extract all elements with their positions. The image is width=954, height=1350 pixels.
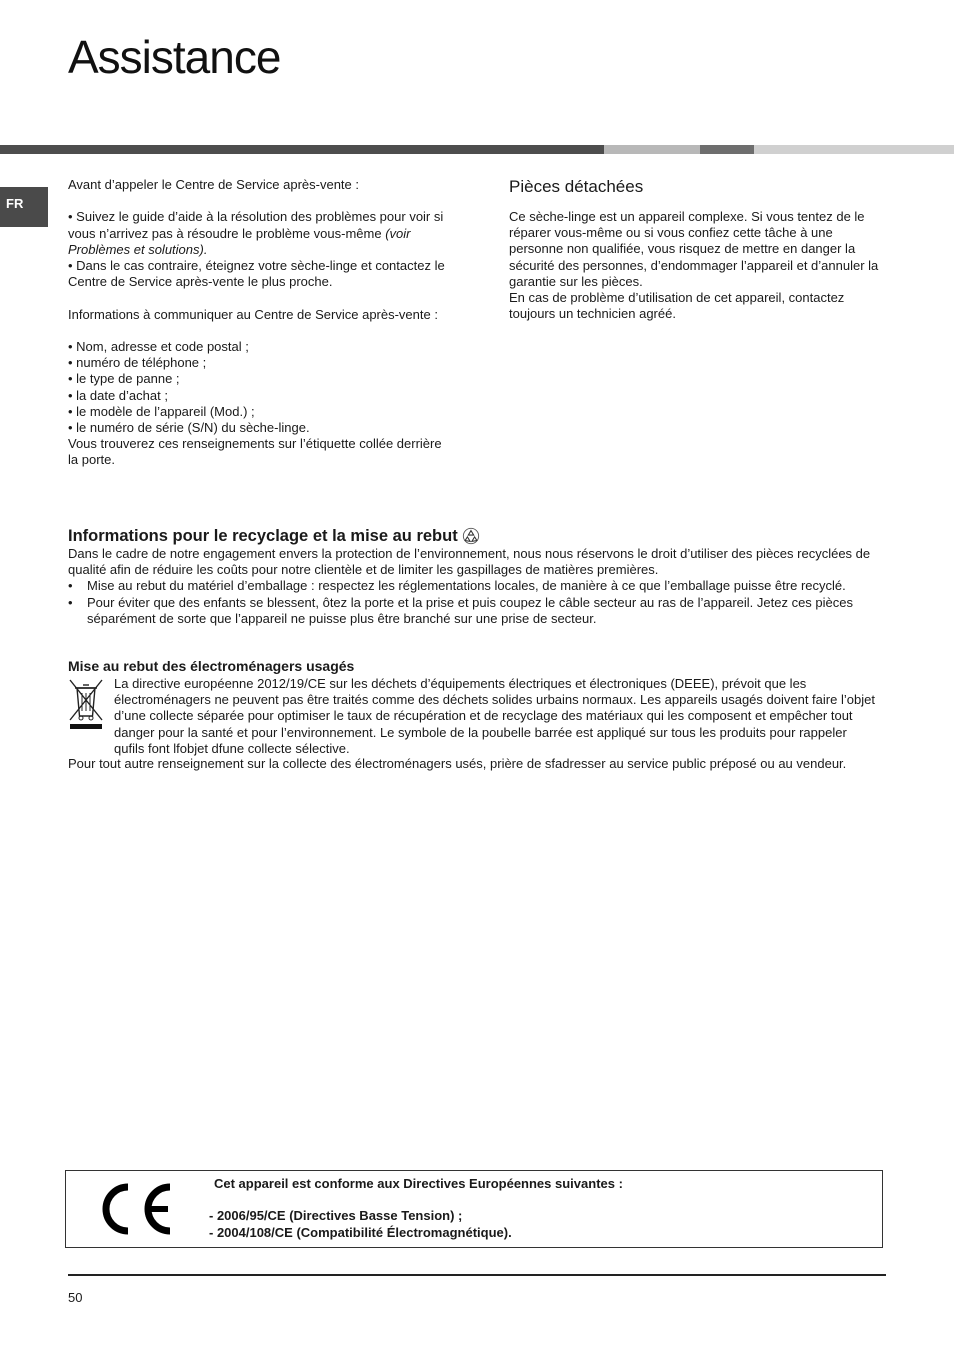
header-bar-mid	[700, 145, 754, 154]
recycling-intro: Dans le cadre de notre engagement envers la protection de l’environnement, nous nous réservons le droit d’utiliser des pièces recyclées de qualité afin de réduire les coûts pour notre clientèle et de limiter les gaspillages de matières premières.	[68, 546, 871, 578]
ce-line-3: - 2004/108/CE (Compatibilité Électromagnétique).	[209, 1224, 512, 1240]
recycling-title	[68, 526, 880, 546]
info-closing: Vous trouverez ces renseignements sur l’étiquette collée derrière la porte.	[68, 436, 442, 468]
language-tab: FR	[0, 187, 48, 227]
spare-parts-title: Pièces détachées	[509, 177, 644, 196]
ce-line-2: - 2006/95/CE (Directives Basse Tension) ;	[209, 1208, 463, 1224]
recycling-bullet-text: Mise au rebut du matériel d’emballage : respectez les réglementations locales, de manière à ce que l’emballage puisse être recyclé.	[87, 578, 846, 594]
list-item: • le modèle de l’appareil (Mod.) ;	[68, 403, 255, 419]
header-bar-lightest	[754, 145, 954, 154]
recycling-section	[68, 526, 880, 627]
ce-conformity-box	[65, 1170, 883, 1248]
header-bar-light	[604, 145, 700, 154]
spare-parts-column	[509, 177, 889, 322]
crossed-bin-icon	[68, 678, 104, 730]
list-item: • Nom, adresse et code postal ;	[68, 338, 249, 354]
spare-parts-paragraph-1: Ce sèche-linge est un appareil complexe. Si vous tentez de le réparer vous-même ou si vous confiez cette tâche à une personne non qualifiée, vous risquez de mettre en danger la sécurité des personnes, d’endommager l’appareil et d’annuler la garantie sur les pièces.	[509, 209, 879, 289]
info-list	[68, 339, 453, 436]
list-item: • la date d’achat ;	[68, 387, 168, 403]
service-paragraph-1-text: • Suivez le guide d’aide à la résolution des problèmes pour voir si vous n’arrivez pas à résoudre le problème vous-même	[68, 209, 444, 241]
service-paragraph-1	[68, 209, 453, 258]
list-item	[68, 578, 880, 594]
list-item	[68, 595, 880, 627]
list-item: • le type de panne ;	[68, 371, 180, 387]
service-paragraph-1-reference: (voir Problèmes et solutions).	[68, 225, 411, 257]
service-heading: Avant d’appeler le Centre de Service après-vente :	[68, 177, 359, 192]
ce-mark-icon	[98, 1181, 174, 1237]
list-item: • numéro de téléphone ;	[68, 355, 207, 371]
ce-text	[209, 1176, 623, 1241]
weee-title: Mise au rebut des électroménagers usagés	[68, 658, 355, 674]
ce-line-1: Cet appareil est conforme aux Directives Européennes suivantes :	[214, 1176, 623, 1191]
footer-rule	[68, 1274, 886, 1276]
header-color-bars	[0, 145, 954, 154]
list-item: • le numéro de série (S/N) du sèche-linge.	[68, 420, 310, 435]
page-title: Assistance	[68, 31, 281, 83]
spare-parts-paragraph-2: En cas de problème d’utilisation de cet appareil, contactez toujours un technicien agréé.	[509, 290, 845, 322]
bullet-mark: •	[68, 578, 73, 594]
weee-text: La directive européenne 2012/19/CE sur les déchets d’équipements électriques et électroniques (DEEE), prévoit que les électroménagers ne peuvent pas être traités comme des déchets solides urbains normaux. Les appareils usagés doivent faire l’objet d’une collecte séparée pour optimiser le taux de récupération et de recyclage des matériaux qui les composent et empêcher tout danger pour la santé et pour l’environnement. Le symbole de la poubelle barrée est appliqué sur tous les produits pour rappeler qufils font lfobjet dfune collecte sélective.	[114, 676, 875, 756]
recycle-icon	[462, 527, 480, 545]
service-paragraph-2: • Dans le cas contraire, éteignez votre sèche-linge et contactez le Centre de Service après-vente le plus proche.	[68, 258, 445, 290]
info-heading: Informations à communiquer au Centre de Service après-vente :	[68, 306, 438, 322]
recycling-bullet-text: Pour éviter que des enfants se blessent, ôtez la porte et la prise et puis coupez le câble secteur au ras de l’appareil. Jetez ces pièces séparément de sorte que l’appareil ne puisse plus être branché sur une prise de secteur.	[87, 594, 853, 626]
page-number: 50	[68, 1290, 83, 1305]
service-info-column	[68, 177, 453, 469]
weee-tail: Pour tout autre renseignement sur la collecte des électroménagers usés, prière de sfadresser au service public préposé ou au vendeur.	[68, 756, 847, 771]
bullet-mark: •	[68, 594, 73, 610]
header-bar-dark	[0, 145, 604, 154]
recycling-title-text: Informations pour le recyclage et la mise au rebut	[68, 527, 458, 545]
